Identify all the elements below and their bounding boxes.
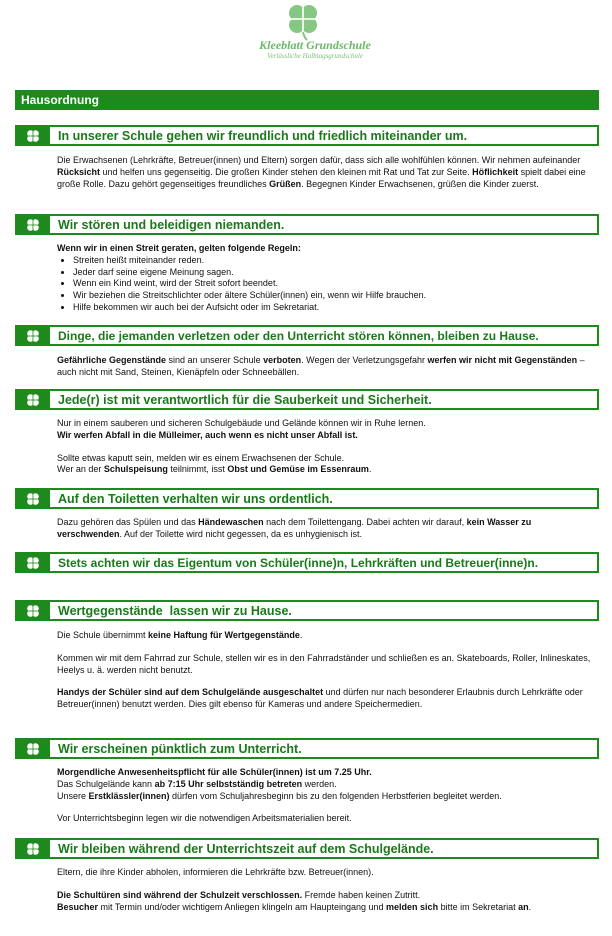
section-heading-2 xyxy=(15,214,599,235)
section-body-4: Nur in einem sauberen und sicheren Schulgebäude und Gelände können wir in Ruhe lernen. Wir werfen Abfall in die Mülleimer, auch wenn es nicht unser Abfall ist. Sollte etwas kaputt sein, melden wir es einem Erwachsenen der Schule. Wer an der Schulspeisung teilnimmt, isst Obst und Gemüse im Essenraum. xyxy=(57,418,426,475)
four-leaf-clover-icon xyxy=(273,2,333,42)
section-title: Wir bleiben während der Unterrichtszeit auf dem Schulgelände. xyxy=(58,841,434,856)
section-title: Wertgegenstände lassen wir zu Hause. xyxy=(58,603,292,618)
section-body-9: Eltern, die ihre Kinder abholen, informieren die Lehrkräfte bzw. Betreuer(innen). Die Schultüren sind während der Schulzeit verschlossen. Fremde haben keinen Zutritt. Besucher mit Termin und/oder wichtigem Anliegen klingeln am Haupteingang und melden sich bitte im Sekretariat an. xyxy=(57,867,532,912)
section-title: Auf den Toiletten verhalten wir uns ordentlich. xyxy=(58,491,333,506)
clover-icon xyxy=(16,601,50,620)
section-body-5: Dazu gehören das Spülen und das Händewaschen nach dem Toilettengang. Dabei achten wir darauf, kein Wasser zu verschwenden. Auf der Toilette wird nicht gegessen, da es unhygienisch ist. xyxy=(57,517,532,539)
section-heading-8 xyxy=(15,738,599,759)
school-logo xyxy=(225,0,395,72)
clover-icon xyxy=(16,553,50,572)
clover-icon xyxy=(16,390,50,409)
list-item: • Wir beziehen die Streitschlichter oder ältere Schüler(innen) ein, wenn wir Hilfe brauchen. xyxy=(73,290,597,302)
list-item: • Streiten heißt miteinander reden. xyxy=(73,255,597,267)
rules-list xyxy=(57,255,597,314)
clover-icon xyxy=(16,326,50,345)
section-body-7: Die Schule übernimmt keine Haftung für Wertgegenstände. Kommen wir mit dem Fahrrad zur Schule, stellen wir es in den Fahrradständer und schließen es an. Skateboards, Roller, Inlineskates, Heelys u. ä. werden nicht benutzt. Handys der Schüler sind auf dem Schulgelände ausgeschaltet und dürfen nur nach besonderer Erlaubnis durch Lehrkräfte oder Betreuer(innen) benutzt werden. Dies gilt ebenso für Kameras und andere Speichermedien. xyxy=(57,630,591,710)
logo-subtitle: Verlässliche Halbtagsgrundschule xyxy=(267,52,363,60)
clover-icon xyxy=(16,489,50,508)
section-title: Jede(r) ist mit verantwortlich für die Sauberkeit und Sicherheit. xyxy=(58,392,432,407)
section-heading-5 xyxy=(15,488,599,509)
section-title: Stets achten wir das Eigentum von Schüler(inne)n, Lehrkräften und Betreuer(inne)n. xyxy=(58,555,539,570)
clover-icon xyxy=(16,126,50,145)
section-body-8: Morgendliche Anwesenheitspflicht für alle Schüler(innen) ist um 7.25 Uhr. Das Schulgelände kann ab 7:15 Uhr selbstständig betreten werden. Unsere Erstklässler(innen) dürfen vom Schuljahresbeginn bis zu den folgenden Herbstferien begleitet werden. Vor Unterrichtsbeginn legen wir die notwendigen Arbeitsmaterialien bereit. xyxy=(57,767,502,824)
list-item: • Hilfe bekommen wir auch bei der Aufsicht oder im Sekretariat. xyxy=(73,302,597,314)
section-title: In unserer Schule gehen wir freundlich und friedlich miteinander um. xyxy=(58,128,468,143)
list-item: • Jeder darf seine eigene Meinung sagen. xyxy=(73,267,597,279)
logo-title: Kleeblatt Grundschule xyxy=(259,38,371,52)
section-heading-9 xyxy=(15,838,599,859)
section-body-2: Wenn wir in einen Streit geraten, gelten folgende Regeln: • Streiten heißt miteinander reden. • Jeder darf seine eigene Meinung sagen. • Wenn ein Kind weint, wird der Streit sofort beendet. • Wir beziehen die Streitschlichter oder ältere Schüler(innen) ein, wenn wir Hilfe brauchen. • Hilfe bekommen wir auch bei der Aufsicht oder im Sekretariat. xyxy=(57,243,597,314)
section-heading-3 xyxy=(15,325,599,346)
page-title: Hausordnung xyxy=(15,90,599,110)
section-heading-1 xyxy=(15,125,599,146)
section-heading-7 xyxy=(15,600,599,621)
section-heading-4 xyxy=(15,389,599,410)
section-title: Dinge, die jemanden verletzen oder den Unterricht stören können, bleiben zu Hause. xyxy=(58,328,539,343)
list-item: • Wenn ein Kind weint, wird der Streit sofort beendet. xyxy=(73,278,597,290)
section-body-1: Die Erwachsenen (Lehrkräfte, Betreuer(innen) und Eltern) sorgen dafür, dass sich alle wohlfühlen können. Wir nehmen aufeinander Rücksicht und helfen uns gegenseitig. Die großen Kinder stehen den kleinen mit Rat und Tat zur Seite. Höflichkeit spielt dabei eine große Rolle. Dazu gehört gegenseitiges freundliches Grüßen. Begegnen Kinder Erwachsenen, grüßen die Kinder zuerst. xyxy=(57,155,586,189)
section-title: Wir stören und beleidigen niemanden. xyxy=(58,217,285,232)
clover-icon xyxy=(16,839,50,858)
clover-icon xyxy=(16,739,50,758)
section-body-3: Gefährliche Gegenstände sind an unserer Schule verboten. Wegen der Verletzungsgefahr werfen wir nicht mit Gegenständen – auch nicht mit Sand, Steinen, Kienäpfeln oder Schneebällen. xyxy=(57,355,585,377)
clover-icon xyxy=(16,215,50,234)
section-heading-6 xyxy=(15,552,599,573)
section-title: Wir erscheinen pünktlich zum Unterricht. xyxy=(58,741,302,756)
